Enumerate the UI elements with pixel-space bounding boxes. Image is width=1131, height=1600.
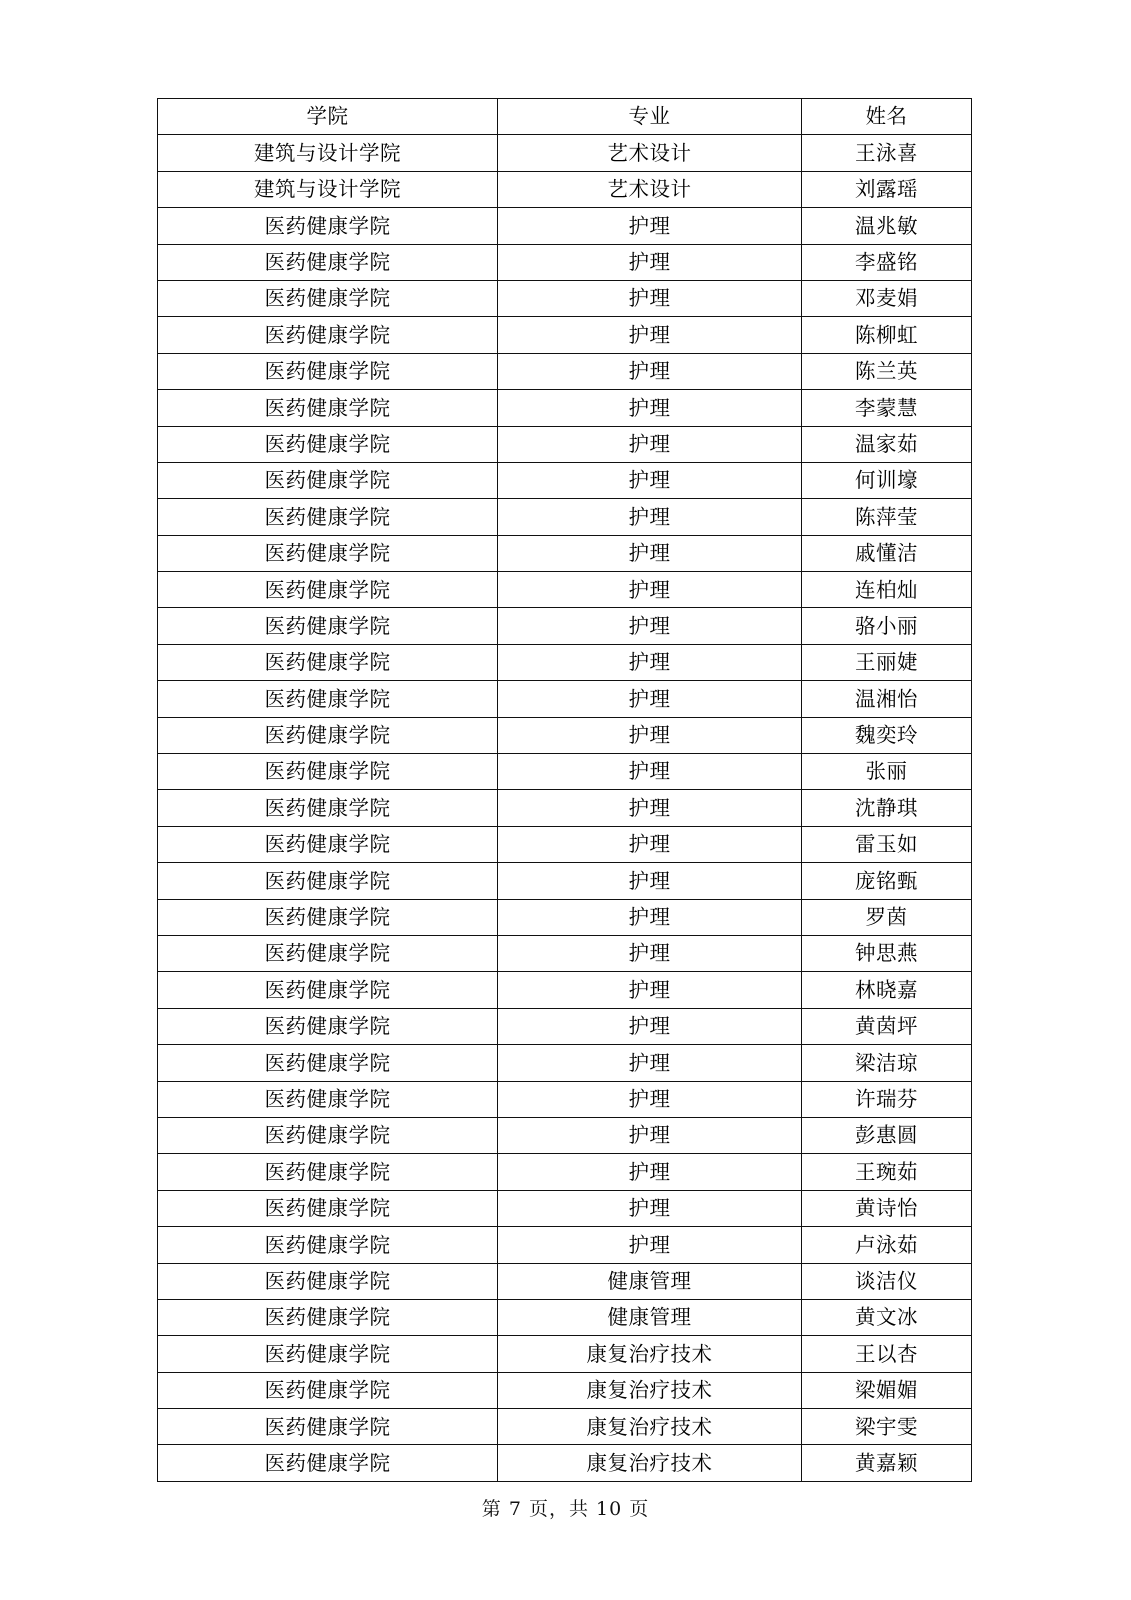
table-header-row bbox=[158, 99, 972, 135]
table-row bbox=[158, 280, 972, 316]
cell-name: 连柏灿 bbox=[802, 572, 972, 608]
cell-college: 医药健康学院 bbox=[158, 1154, 498, 1190]
cell-name: 王丽婕 bbox=[802, 644, 972, 680]
table-row bbox=[158, 644, 972, 680]
cell-college: 医药健康学院 bbox=[158, 1372, 498, 1408]
table-row bbox=[158, 462, 972, 498]
cell-name: 彭惠圆 bbox=[802, 1117, 972, 1153]
cell-major: 护理 bbox=[498, 644, 802, 680]
column-header-major: 专业 bbox=[498, 99, 802, 135]
cell-college: 医药健康学院 bbox=[158, 390, 498, 426]
cell-name: 卢泳茹 bbox=[802, 1227, 972, 1263]
cell-name: 温湘怡 bbox=[802, 681, 972, 717]
table-row bbox=[158, 826, 972, 862]
cell-name: 何训壕 bbox=[802, 462, 972, 498]
cell-name: 温兆敏 bbox=[802, 208, 972, 244]
cell-name: 张丽 bbox=[802, 754, 972, 790]
cell-college: 医药健康学院 bbox=[158, 353, 498, 389]
cell-college: 医药健康学院 bbox=[158, 608, 498, 644]
cell-college: 医药健康学院 bbox=[158, 1409, 498, 1445]
roster-table-container bbox=[157, 98, 971, 1482]
cell-name: 魏奕玲 bbox=[802, 717, 972, 753]
table-row bbox=[158, 754, 972, 790]
cell-college: 医药健康学院 bbox=[158, 899, 498, 935]
cell-major: 护理 bbox=[498, 863, 802, 899]
cell-major: 护理 bbox=[498, 1227, 802, 1263]
cell-major: 护理 bbox=[498, 1081, 802, 1117]
cell-major: 护理 bbox=[498, 754, 802, 790]
cell-college: 医药健康学院 bbox=[158, 244, 498, 280]
table-header bbox=[158, 99, 972, 135]
cell-college: 医药健康学院 bbox=[158, 1445, 498, 1481]
table-row bbox=[158, 426, 972, 462]
cell-major: 护理 bbox=[498, 1045, 802, 1081]
table-row bbox=[158, 135, 972, 171]
table-row bbox=[158, 1409, 972, 1445]
cell-name: 庞铭甄 bbox=[802, 863, 972, 899]
table-row bbox=[158, 790, 972, 826]
cell-name: 李蒙慧 bbox=[802, 390, 972, 426]
cell-name: 谈洁仪 bbox=[802, 1263, 972, 1299]
cell-major: 护理 bbox=[498, 790, 802, 826]
table-row bbox=[158, 608, 972, 644]
table-row bbox=[158, 353, 972, 389]
cell-name: 黄诗怡 bbox=[802, 1190, 972, 1226]
cell-major: 护理 bbox=[498, 426, 802, 462]
cell-name: 王以杏 bbox=[802, 1336, 972, 1372]
cell-name: 黄茵坪 bbox=[802, 1008, 972, 1044]
cell-college: 医药健康学院 bbox=[158, 754, 498, 790]
table-row bbox=[158, 390, 972, 426]
column-header-name: 姓名 bbox=[802, 99, 972, 135]
table-row bbox=[158, 244, 972, 280]
table-row bbox=[158, 717, 972, 753]
table-row bbox=[158, 572, 972, 608]
cell-major: 健康管理 bbox=[498, 1263, 802, 1299]
cell-name: 梁媚媚 bbox=[802, 1372, 972, 1408]
cell-college: 医药健康学院 bbox=[158, 208, 498, 244]
cell-major: 护理 bbox=[498, 717, 802, 753]
table-row bbox=[158, 1263, 972, 1299]
cell-major: 护理 bbox=[498, 535, 802, 571]
cell-college: 医药健康学院 bbox=[158, 1227, 498, 1263]
cell-college: 医药健康学院 bbox=[158, 935, 498, 971]
cell-major: 护理 bbox=[498, 899, 802, 935]
cell-college: 医药健康学院 bbox=[158, 1045, 498, 1081]
cell-college: 医药健康学院 bbox=[158, 1117, 498, 1153]
cell-college: 医药健康学院 bbox=[158, 644, 498, 680]
page-footer: 第 7 页，共 10 页 bbox=[481, 1498, 650, 1520]
table-row bbox=[158, 1154, 972, 1190]
cell-college: 建筑与设计学院 bbox=[158, 135, 498, 171]
table-row bbox=[158, 935, 972, 971]
cell-college: 医药健康学院 bbox=[158, 572, 498, 608]
table-row bbox=[158, 171, 972, 207]
table-row bbox=[158, 535, 972, 571]
table-row bbox=[158, 1045, 972, 1081]
cell-name: 戚懂洁 bbox=[802, 535, 972, 571]
cell-college: 医药健康学院 bbox=[158, 681, 498, 717]
table-row bbox=[158, 1336, 972, 1372]
table-row bbox=[158, 1227, 972, 1263]
cell-name: 钟思燕 bbox=[802, 935, 972, 971]
cell-college: 医药健康学院 bbox=[158, 462, 498, 498]
cell-name: 王泳喜 bbox=[802, 135, 972, 171]
cell-name: 王琬茹 bbox=[802, 1154, 972, 1190]
cell-college: 医药健康学院 bbox=[158, 1299, 498, 1335]
cell-name: 陈柳虹 bbox=[802, 317, 972, 353]
cell-name: 梁宇雯 bbox=[802, 1409, 972, 1445]
cell-name: 许瑞芬 bbox=[802, 1081, 972, 1117]
cell-major: 护理 bbox=[498, 826, 802, 862]
table-row bbox=[158, 863, 972, 899]
cell-major: 护理 bbox=[498, 572, 802, 608]
cell-name: 陈兰英 bbox=[802, 353, 972, 389]
cell-major: 护理 bbox=[498, 1190, 802, 1226]
table-row bbox=[158, 972, 972, 1008]
cell-major: 康复治疗技术 bbox=[498, 1336, 802, 1372]
table-row bbox=[158, 1081, 972, 1117]
cell-name: 李盛铭 bbox=[802, 244, 972, 280]
table-row bbox=[158, 899, 972, 935]
cell-college: 医药健康学院 bbox=[158, 972, 498, 1008]
cell-major: 护理 bbox=[498, 608, 802, 644]
roster-table bbox=[157, 98, 972, 1482]
table-row bbox=[158, 317, 972, 353]
cell-name: 陈萍莹 bbox=[802, 499, 972, 535]
cell-major: 护理 bbox=[498, 681, 802, 717]
cell-college: 医药健康学院 bbox=[158, 863, 498, 899]
cell-major: 康复治疗技术 bbox=[498, 1445, 802, 1481]
cell-major: 护理 bbox=[498, 935, 802, 971]
cell-major: 护理 bbox=[498, 244, 802, 280]
cell-name: 刘露瑶 bbox=[802, 171, 972, 207]
cell-college: 医药健康学院 bbox=[158, 826, 498, 862]
cell-name: 雷玉如 bbox=[802, 826, 972, 862]
cell-major: 护理 bbox=[498, 1117, 802, 1153]
table-row bbox=[158, 499, 972, 535]
cell-college: 医药健康学院 bbox=[158, 1190, 498, 1226]
cell-name: 梁洁琼 bbox=[802, 1045, 972, 1081]
cell-major: 护理 bbox=[498, 499, 802, 535]
cell-name: 温家茹 bbox=[802, 426, 972, 462]
cell-major: 健康管理 bbox=[498, 1299, 802, 1335]
cell-major: 护理 bbox=[498, 1154, 802, 1190]
cell-major: 护理 bbox=[498, 972, 802, 1008]
cell-major: 护理 bbox=[498, 390, 802, 426]
column-header-college: 学院 bbox=[158, 99, 498, 135]
cell-name: 罗茵 bbox=[802, 899, 972, 935]
cell-major: 护理 bbox=[498, 353, 802, 389]
cell-name: 沈静琪 bbox=[802, 790, 972, 826]
cell-major: 康复治疗技术 bbox=[498, 1409, 802, 1445]
table-row bbox=[158, 1008, 972, 1044]
cell-name: 黄嘉颖 bbox=[802, 1445, 972, 1481]
cell-name: 邓麦娟 bbox=[802, 280, 972, 316]
cell-college: 医药健康学院 bbox=[158, 717, 498, 753]
cell-college: 医药健康学院 bbox=[158, 535, 498, 571]
cell-major: 护理 bbox=[498, 317, 802, 353]
table-row bbox=[158, 1190, 972, 1226]
cell-major: 护理 bbox=[498, 208, 802, 244]
cell-major: 艺术设计 bbox=[498, 171, 802, 207]
cell-college: 医药健康学院 bbox=[158, 1008, 498, 1044]
cell-name: 林晓嘉 bbox=[802, 972, 972, 1008]
cell-college: 医药健康学院 bbox=[158, 1081, 498, 1117]
cell-college: 医药健康学院 bbox=[158, 426, 498, 462]
cell-major: 康复治疗技术 bbox=[498, 1372, 802, 1408]
table-body bbox=[158, 135, 972, 1481]
cell-college: 医药健康学院 bbox=[158, 1263, 498, 1299]
table-row bbox=[158, 1445, 972, 1481]
table-row bbox=[158, 1372, 972, 1408]
cell-college: 医药健康学院 bbox=[158, 280, 498, 316]
cell-major: 艺术设计 bbox=[498, 135, 802, 171]
cell-college: 医药健康学院 bbox=[158, 790, 498, 826]
cell-college: 医药健康学院 bbox=[158, 1336, 498, 1372]
cell-major: 护理 bbox=[498, 1008, 802, 1044]
cell-major: 护理 bbox=[498, 462, 802, 498]
cell-college: 建筑与设计学院 bbox=[158, 171, 498, 207]
cell-college: 医药健康学院 bbox=[158, 317, 498, 353]
table-row bbox=[158, 1117, 972, 1153]
cell-name: 骆小丽 bbox=[802, 608, 972, 644]
cell-major: 护理 bbox=[498, 280, 802, 316]
cell-college: 医药健康学院 bbox=[158, 499, 498, 535]
table-row bbox=[158, 1299, 972, 1335]
table-row bbox=[158, 208, 972, 244]
table-row bbox=[158, 681, 972, 717]
cell-name: 黄文冰 bbox=[802, 1299, 972, 1335]
